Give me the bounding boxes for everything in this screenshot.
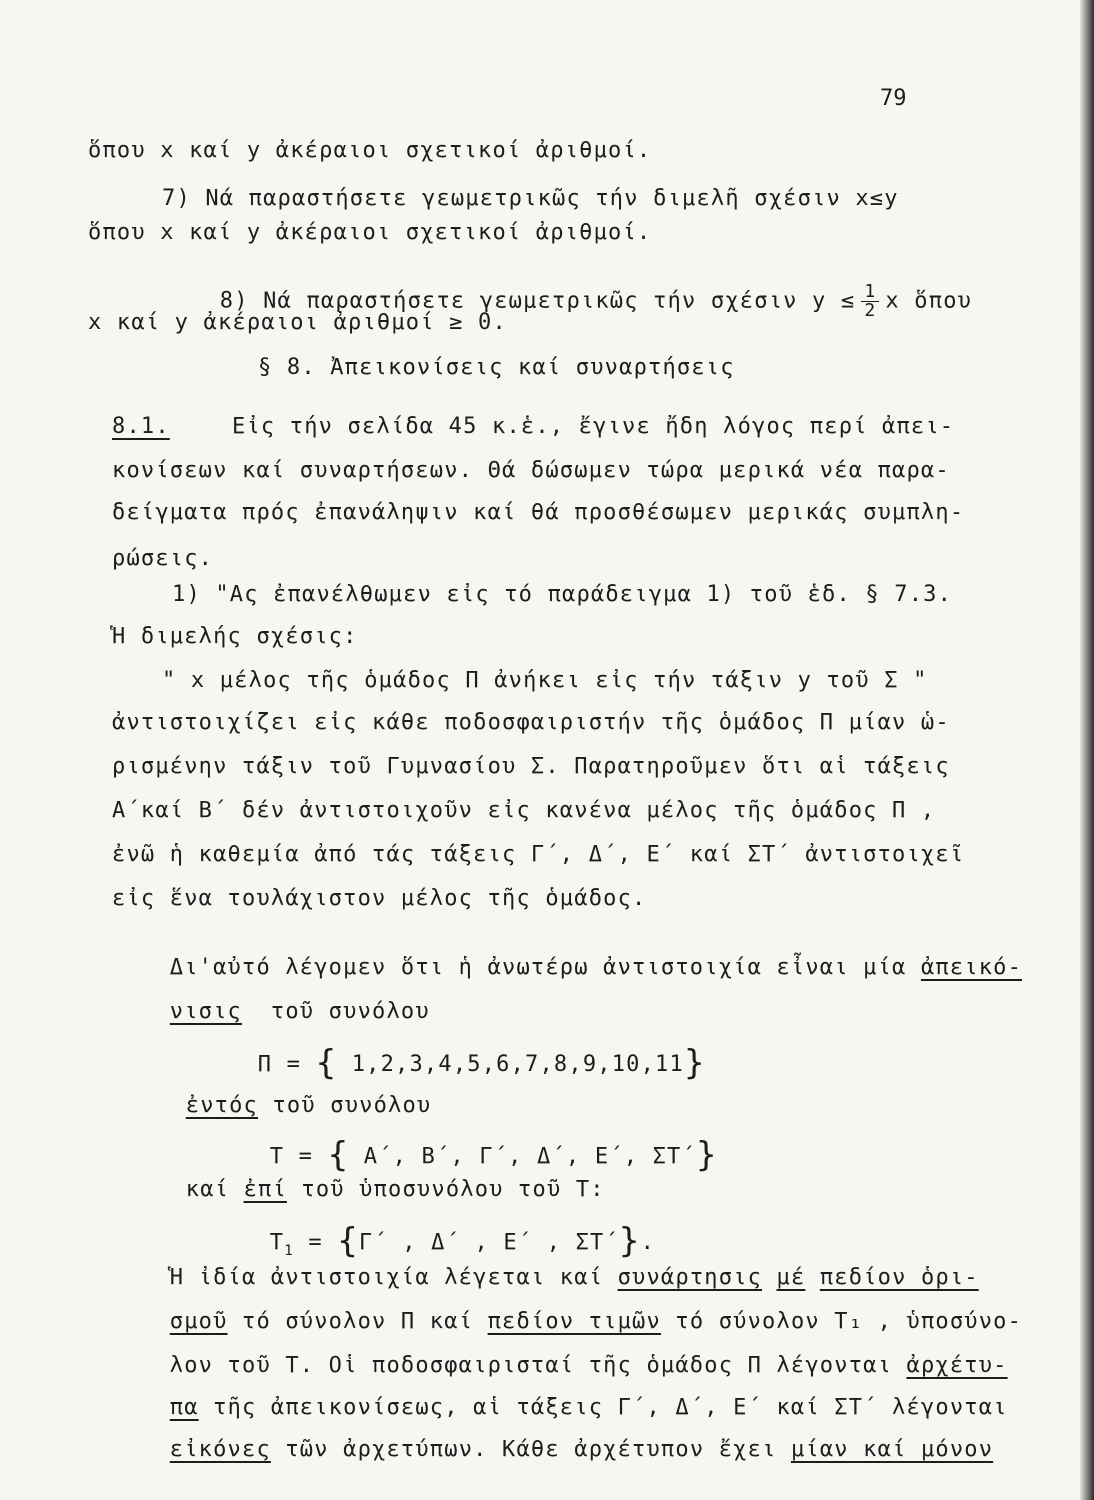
exercise-8-text: 8) Νά παραστήσετε γεωμετρικῶς τήν σχέσιν y ≤: [219, 288, 856, 314]
left-brace-icon: {: [327, 1135, 350, 1175]
right-brace-icon: }: [683, 1043, 706, 1083]
term-archetypa: ἀρχέτυ-: [906, 1353, 1008, 1378]
set-t1-label: Τ: [269, 1230, 285, 1255]
right-brace-icon: }: [618, 1221, 641, 1261]
text-line-12: Ἡ διμελής σχέσις:: [112, 624, 358, 649]
set-t1-elements: Γ΄ , Δ΄ , Ε΄ , ΣΤ΄: [358, 1230, 619, 1255]
term-apeikonisis-end: νισις: [169, 999, 243, 1024]
set-t1-subscript: 1: [284, 1243, 294, 1259]
text-line-27-main: τό σύνολον Π καί: [242, 1309, 474, 1334]
text-line-27-tail: τό σύνολον Τ₁ , ὑποσύνο-: [675, 1309, 1023, 1334]
left-brace-icon: {: [315, 1043, 338, 1083]
example-1: 1) "Ας ἐπανέλθωμεν εἰς τό παράδειγμα 1) τοῦ ἑδ. § 7.3.: [172, 582, 953, 607]
term-apeikonisis: ἀπεικό-: [920, 955, 1023, 980]
text-line-26-main: Ἡ ἰδία ἀντιστοιχία λέγεται καί: [169, 1265, 604, 1290]
set-pi-elements: 1,2,3,4,5,6,7,8,9,10,11: [351, 1052, 684, 1077]
page-number: 79: [880, 86, 907, 111]
set-t-label: Τ =: [269, 1144, 314, 1169]
set-t1-period: .: [640, 1230, 656, 1255]
text-line-19-main: Δι'αὐτό λέγομεν ὅτι ἡ ἀνωτέρω ἀντιστοιχία εἶναι μία: [169, 955, 907, 980]
text-line-1: ὅπου x καί y ἀκέραιοι σχετικοί ἀριθμοί.: [88, 138, 652, 163]
term-eikones: εἰκόνες: [169, 1437, 271, 1462]
set-t-elements: Α΄, Β΄, Γ΄, Δ΄, Ε΄, ΣΤ΄: [363, 1144, 696, 1169]
relation-quote: " x μέλος τῆς ὁμάδος Π ἀνήκει εἰς τήν τάξιν y τοῦ Σ ": [162, 668, 928, 693]
text-line-18: εἰς ἕνα τουλάχιστον μέλος τῆς ὁμάδος.: [112, 886, 647, 911]
term-synartisis: συνάρτησις: [617, 1265, 763, 1290]
term-me: μέ: [776, 1265, 806, 1290]
text-line-24-kai: καί: [185, 1177, 230, 1202]
term-entos: ἐντός: [185, 1093, 259, 1118]
left-brace-icon: {: [337, 1221, 359, 1261]
term-archetypa-end: πα: [169, 1395, 199, 1420]
text-line-5: x καί y ἀκέραιοι ἀριθμοί ≥ 0.: [88, 310, 507, 335]
term-orismou-end: σμοῦ: [169, 1309, 228, 1334]
paragraph-number-label: 8.1.: [112, 414, 170, 439]
text-line-8: κονίσεων καί συναρτήσεων. Θά δώσωμεν τώρα μερικά νέα παρα-: [112, 458, 950, 483]
section-heading: § 8. Ἀπεικονίσεις καί συναρτήσεις: [258, 355, 735, 380]
text-line-17: ἐνῶ ἡ καθεμία ἀπό τάς τάξεις Γ΄, Δ΄, Ε΄ καί ΣΤ΄ ἀντιστοιχεῖ: [112, 842, 965, 867]
text-line-29-main: τῆς ἀπεικονίσεως, αἱ τάξεις Γ΄, Δ΄, Ε΄ καί ΣΤ΄ λέγονται: [213, 1395, 1008, 1420]
text-line-3: ὅπου x καί y ἀκέραιοι σχετικοί ἀριθμοί.: [88, 220, 652, 245]
term-epi: ἐπί: [243, 1177, 287, 1202]
text-line-7: Εἰς τήν σελίδα 45 κ.ἑ., ἔγινε ἤδη λόγος περί ἀπει-: [232, 414, 955, 439]
exercise-7: 7) Νά παραστήσετε γεωμετρικῶς τήν διμελῆ σχέσιν x≤y: [162, 186, 899, 211]
text-line-22-main: τοῦ συνόλου: [272, 1093, 432, 1118]
term-mian-kai-monon: μίαν καί μόνον: [790, 1437, 994, 1462]
text-line-24-main: τοῦ ὑποσυνόλου τοῦ Τ:: [301, 1177, 605, 1202]
fraction-denominator: 2: [864, 300, 877, 321]
fraction-one-half: [861, 283, 879, 320]
text-line-28-main: λον τοῦ Τ. Οἱ ποδοσφαιρισταί τῆς ὁμάδος Π λέγονται: [169, 1353, 893, 1378]
text-line-30: [112, 1412, 993, 1487]
page-edge: [1080, 0, 1094, 1500]
exercise-8-tail: x ὅπου: [885, 288, 973, 314]
text-line-9: δείγματα πρός ἐπανάληψιν καί θά προσθέσωμεν μερικάς συμπλη-: [112, 500, 965, 525]
term-pedion-orismou: πεδίον ὁρι-: [819, 1265, 979, 1290]
text-line-14: ἀντιστοιχίζει εἰς κάθε ποδοσφαιριστήν τῆς ὁμάδος Π μίαν ὡ-: [112, 710, 950, 735]
paragraph-number: [112, 414, 170, 439]
term-pedion-timon: πεδίον τιμῶν: [487, 1309, 661, 1334]
text-line-30-main: τῶν ἀρχετύπων. Κάθε ἀρχέτυπον ἔχει: [285, 1437, 777, 1462]
text-line-16: Α΄καί Β΄ δέν ἀντιστοιχοῦν εἰς κανένα μέλος τῆς ὁμάδος Π ,: [112, 798, 936, 823]
text-line-10: ρώσεις.: [112, 546, 214, 571]
text-line-20-main: τοῦ συνόλου: [270, 999, 430, 1024]
fraction-numerator: 1: [861, 283, 879, 302]
text-line-15: ρισμένην τάξιν τοῦ Γυμνασίου Σ. Παρατηροῦμεν ὅτι αἱ τάξεις: [112, 754, 950, 779]
set-pi-label: Π =: [257, 1052, 302, 1077]
set-t1-equals: =: [308, 1230, 323, 1255]
right-brace-icon: }: [695, 1135, 718, 1175]
